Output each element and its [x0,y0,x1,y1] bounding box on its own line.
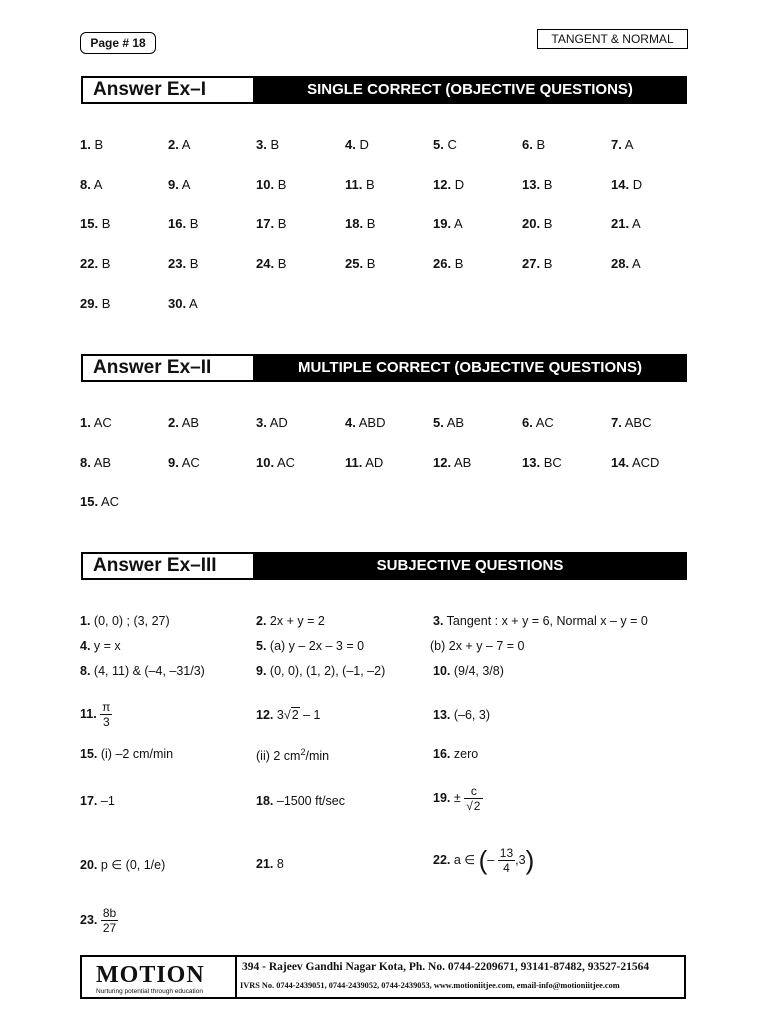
answer-item: 30. A [168,295,198,311]
answer-q20: 20. p ∈ (0, 1/e) [80,858,166,872]
answer-item: 16. B [168,216,199,232]
answer-item: 13. BC [522,454,562,470]
fraction: $\frac{13}{4}$ [499,846,514,875]
answer-q1: 1. (0, 0) ; (3, 27) [80,614,170,628]
section-title: SINGLE CORRECT (OBJECTIVE QUESTIONS) [307,81,633,98]
answer-item: 11. B [345,176,375,192]
fraction: $\frac{c}{√2}$ [464,784,483,813]
answer-item: 5. AB [433,415,465,430]
answer-item: 24. B [256,256,287,272]
answer-item: 20. B [522,216,553,232]
answer-item: 17. B [256,216,287,232]
answer-item: 4. D [345,137,369,152]
answer-q2: 2. 2x + y = 2 [256,614,325,628]
answer-item: 6. B [522,137,546,152]
answer-item: 7. A [611,137,634,152]
answer-q22: 22. a ∈ (– $\frac{13}{4}$ ,3) [433,845,535,875]
answer-q13: 13. (–6, 3) [433,708,490,722]
answer-item: 26. B [433,256,464,272]
section-header-ex3 [81,552,687,580]
answer-q16: 16. zero [433,747,479,761]
answer-item: 1. B [80,137,104,152]
answer-item: 25. B [345,256,376,272]
answer-item: 18. B [345,216,376,232]
answer-item: 6. AC [522,415,554,430]
answer-item: 29. B [80,295,111,311]
answer-item: 19. A [433,216,463,232]
answer-q8: 8. (4, 11) & (–4, –31/3) [80,664,205,678]
answer-item: 23. B [168,256,199,272]
answer-item: 9. AC [168,454,200,470]
answer-q23: 23. $\frac{8b}{27}$ [80,906,117,935]
answer-q17: 17. –1 [80,794,115,808]
answer-item: 10. AC [256,454,296,470]
answer-q5b: (b) 2x + y – 7 = 0 [430,639,525,653]
answer-item: 22. B [80,256,111,272]
footer-address: 394 - Rajeev Gandhi Nagar Kota, Ph. No. 0744-2209671, 93141-87482, 93527-21564 [242,961,650,973]
answer-item: 4. ABD [345,415,386,430]
answer-item: 12. D [433,176,465,192]
answer-q19: 19. ± $\frac{c}{√2}$ [433,784,483,813]
motion-logo: MOTION Nurturing potential through education [96,962,205,995]
answer-item: 15. AC [80,494,120,510]
answer-item: 10. B [256,176,287,192]
answer-item: 5. C [433,137,457,152]
answer-q15i: 15. (i) –2 cm/min [80,747,174,761]
answer-item: 14. ACD [611,454,660,470]
answer-q9: 9. (0, 0), (1, 2), (–1, –2) [256,664,386,678]
fraction: $\frac{8b}{27}$ [102,906,117,935]
answer-q3: 3. Tangent : x + y = 6, Normal x – y = 0 [433,614,648,628]
fraction: $\frac{\pi}{3}$ [102,700,111,729]
answer-item: 9. A [168,176,191,192]
section-label: Answer Ex–II [83,356,253,380]
answer-item: 28. A [611,256,641,272]
answer-item: 14. D [611,176,643,192]
footer-divider [235,957,237,997]
answer-item: 2. A [168,137,191,152]
answer-item: 8. A [80,176,103,192]
section-header-ex2 [81,354,687,382]
answer-q11: 11. $\frac{\pi}{3}$ [80,700,111,729]
answer-q18: 18. –1500 ft/sec [256,794,345,808]
section-label: Answer Ex–I [83,78,253,102]
answer-q15ii: (ii) 2 $cm^2/\min$ [256,747,330,764]
section-label: Answer Ex–III [83,554,253,578]
footer-contact: IVRS No. 0744-2439051, 0744-2439052, 0744-2439053, www.motioniitjee.com, email-info@motioniitjee.com [240,981,620,990]
answer-q12: 12. 3√2 – 1 [256,708,321,722]
answer-item: 7. ABC [611,415,652,430]
answer-item: 21. A [611,216,641,232]
footer [80,955,686,999]
answer-item: 3. B [256,137,280,152]
answer-item: 2. AB [168,415,200,430]
answer-item: 1. AC [80,415,112,430]
chapter-title: TANGENT & NORMAL [537,29,688,49]
answer-q10: 10. (9/4, 3/8) [433,664,504,678]
section-title: SUBJECTIVE QUESTIONS [376,557,564,574]
answer-item: 3. AD [256,415,288,430]
answer-q21: 21. 8 [256,857,284,871]
answer-item: 8. AB [80,454,112,470]
answer-item: 15. B [80,216,111,232]
answer-item: 11. AD [345,454,384,470]
answer-item: 12. AB [433,454,472,470]
page-number: Page # 18 [80,32,156,54]
answer-q5a: 5. (a) y – 2x – 3 = 0 [256,639,365,653]
answer-item: 27. B [522,256,553,272]
section-title: MULTIPLE CORRECT (OBJECTIVE QUESTIONS) [298,359,642,376]
section-header-ex1 [81,76,687,104]
answer-item: 13. B [522,176,553,192]
answer-q4: 4. y = x [80,639,121,653]
